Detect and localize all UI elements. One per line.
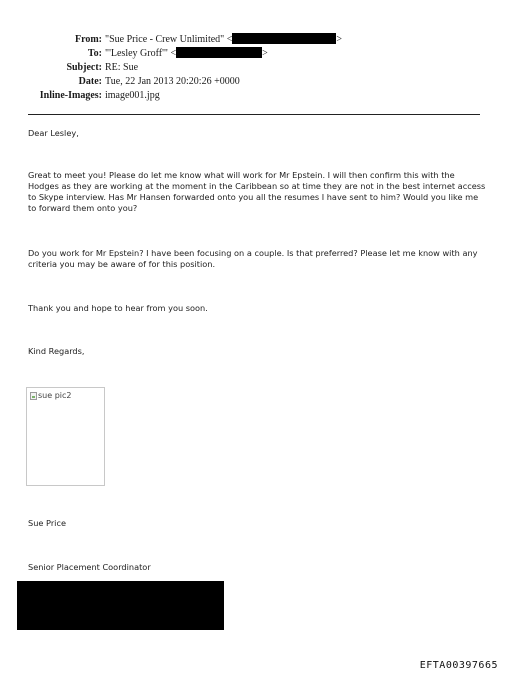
- header-date-row: [0, 75, 512, 89]
- body-paragraph-3: Thank you and hope to hear from you soon.: [28, 303, 208, 313]
- image-alt-text: sue pic2: [38, 391, 72, 400]
- header-divider: [28, 114, 480, 115]
- inline-images-value: image001.jpg: [105, 90, 160, 101]
- header-to-row: [0, 47, 512, 61]
- signature-title: Senior Placement Coordinator: [28, 562, 151, 572]
- from-value: "Sue Price - Crew Unlimited" <: [105, 34, 233, 45]
- header-from-row: [0, 33, 512, 47]
- inline-images-label: Inline-Images:: [39, 90, 102, 101]
- redaction-block: [17, 581, 224, 630]
- email-header: [0, 33, 512, 103]
- header-inline-images-row: [0, 89, 512, 103]
- to-label: To:: [87, 48, 102, 59]
- to-value: "'Lesley Groff'" <: [105, 48, 177, 59]
- header-subject-row: [0, 61, 512, 75]
- body-paragraph-2: Do you work for Mr Epstein? I have been focusing on a couple. Is that preferred? Please let me know with any criteria you may be aware of for this position.: [28, 248, 478, 269]
- body-paragraph-1: Great to meet you! Please do let me know what will work for Mr Epstein. I will then confirm this with the Hodges as they are working at the moment in the Caribbean so at time they are not in the best internet access to Skype interview. Has Mr Hansen forwarded onto you all the resumes I have sent to him? Would you like me to forward them onto you?: [28, 170, 486, 213]
- from-suffix: >: [336, 34, 343, 45]
- redaction-bar: [232, 33, 336, 44]
- from-label: From:: [74, 34, 102, 45]
- redaction-bar: [176, 47, 262, 58]
- signature-image-placeholder: [26, 387, 105, 486]
- subject-value: RE: Sue: [105, 62, 139, 73]
- subject-label: Subject:: [66, 62, 102, 73]
- document-id: EFTA00397665: [419, 660, 498, 671]
- to-suffix: >: [262, 48, 268, 59]
- greeting: Dear Lesley,: [28, 128, 79, 138]
- signature-name: Sue Price: [28, 518, 66, 528]
- date-label: Date:: [78, 76, 102, 87]
- broken-image-icon: [30, 392, 37, 400]
- closing: Kind Regards,: [28, 346, 85, 356]
- date-value: Tue, 22 Jan 2013 20:20:26 +0000: [105, 76, 240, 87]
